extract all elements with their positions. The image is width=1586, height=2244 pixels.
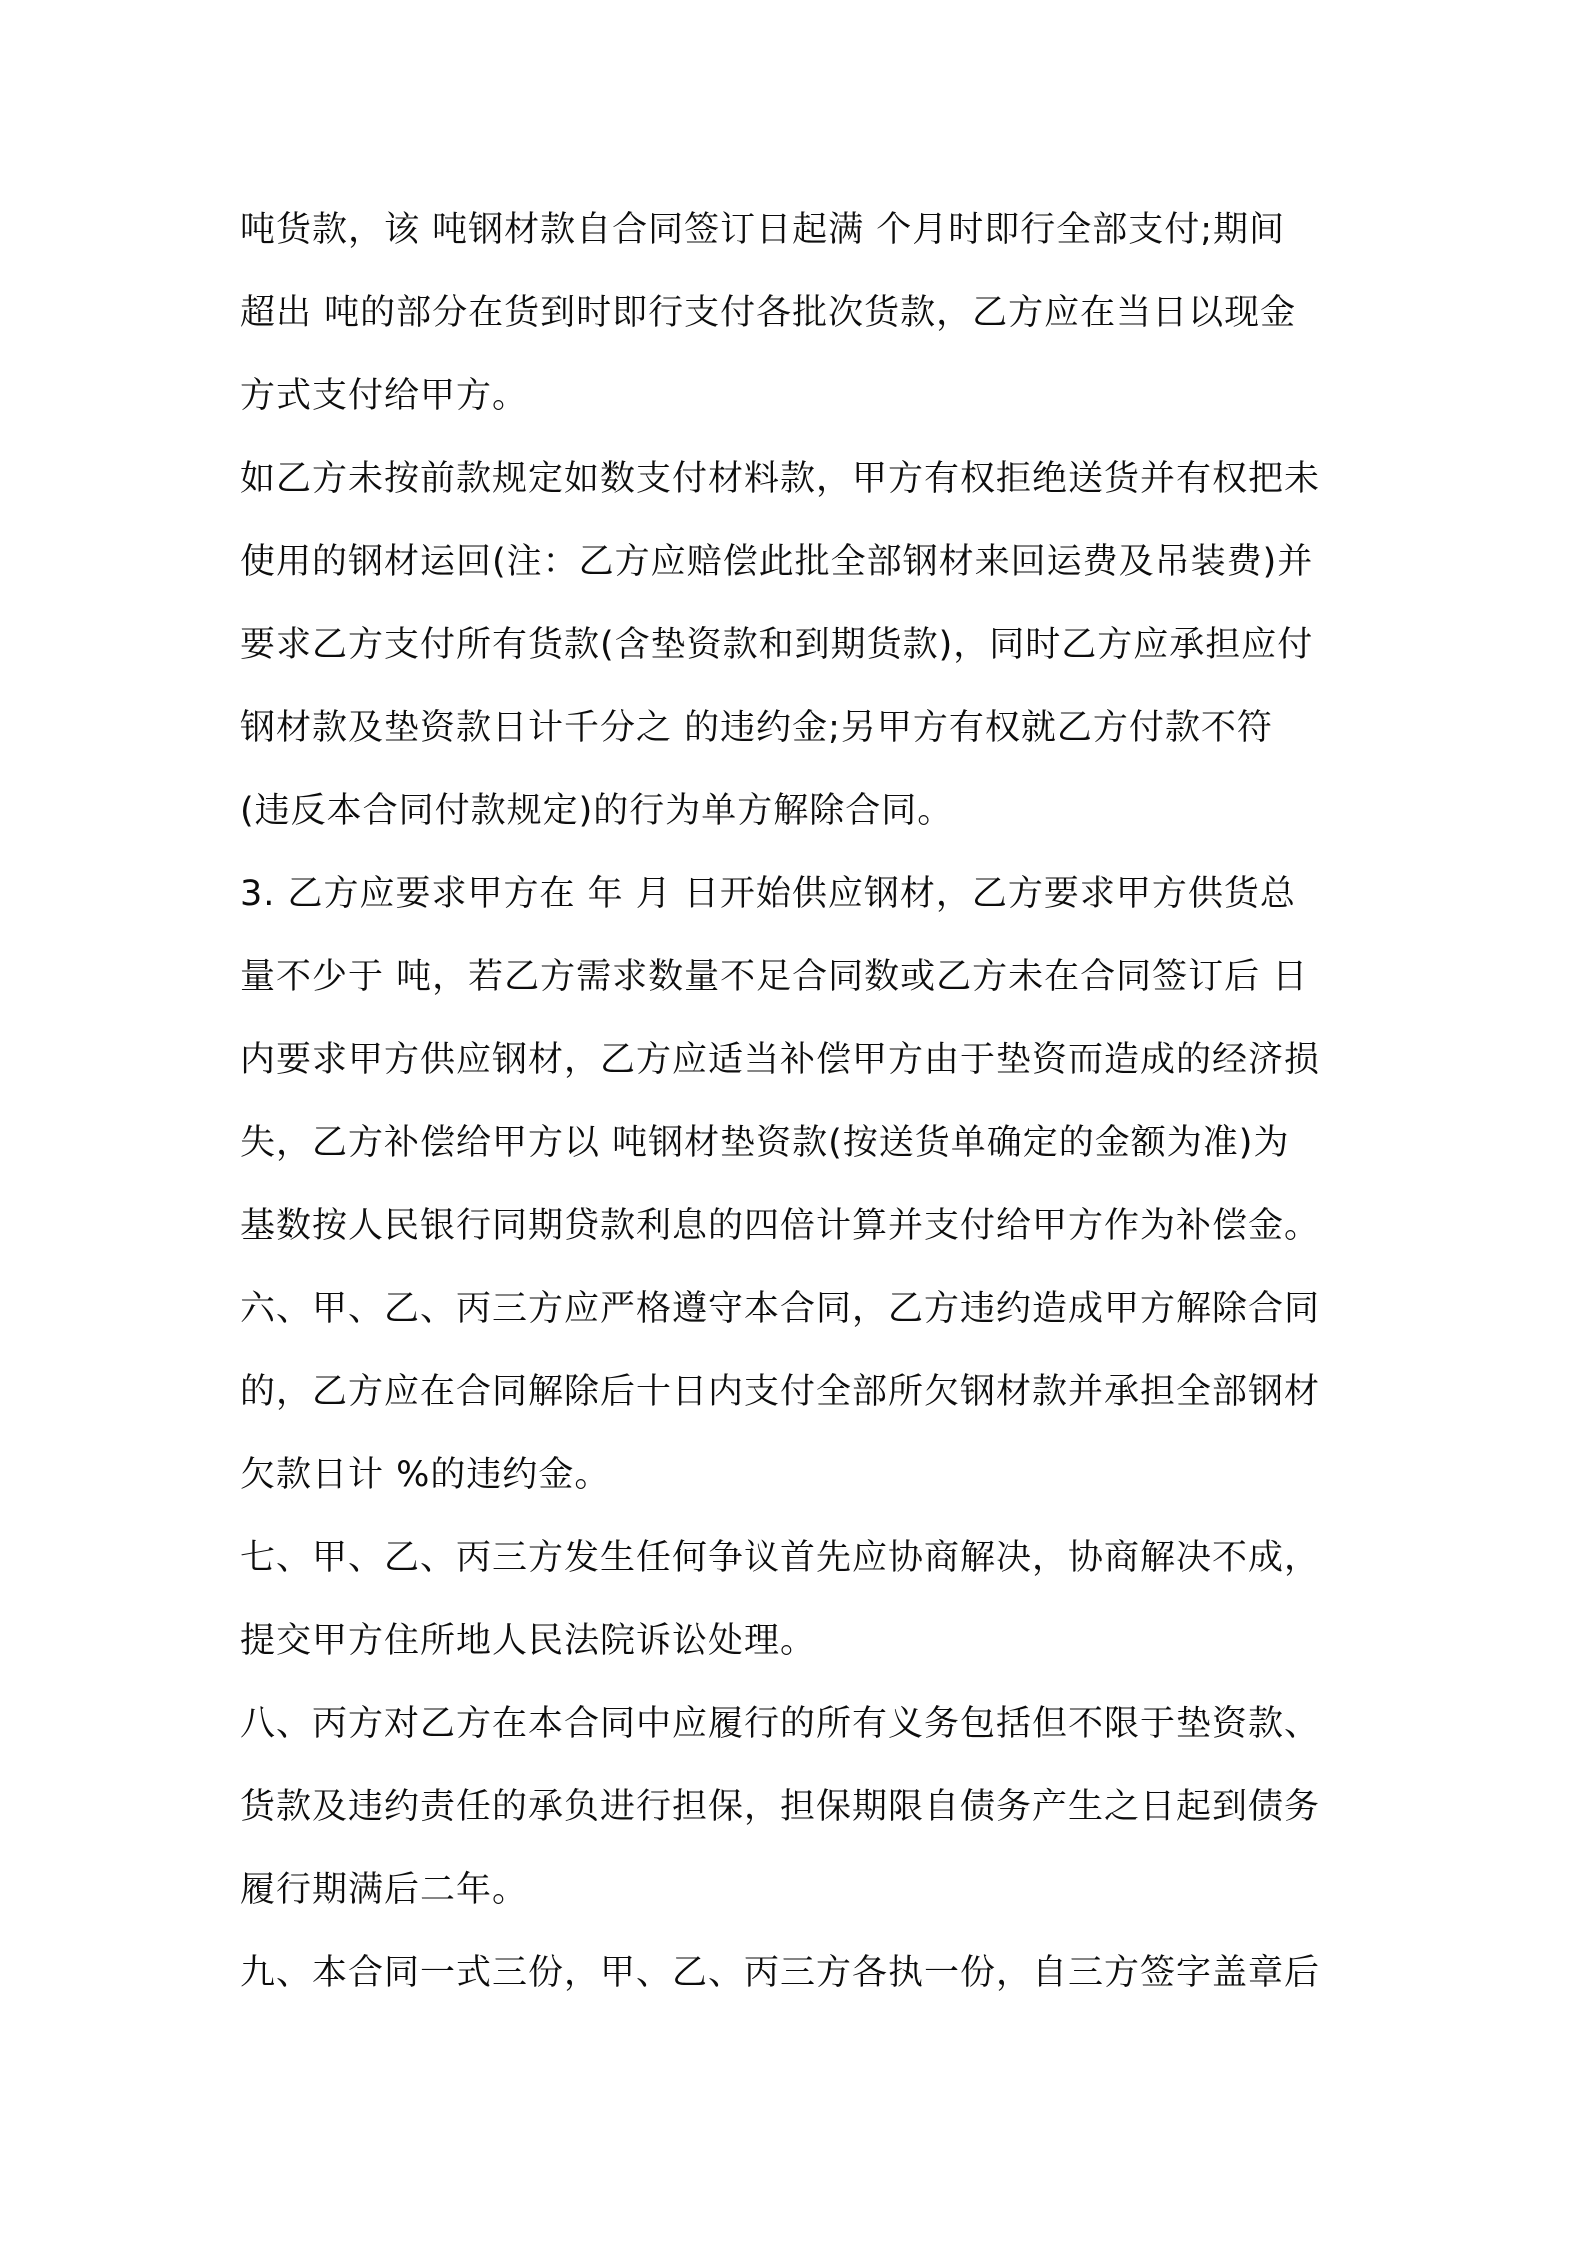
text-line: 量不少于 吨，若乙方需求数量不足合同数或乙方未在合同签订后 日 xyxy=(240,957,1309,997)
text-line: 方式支付给甲方。 xyxy=(240,376,529,416)
text-line: 3. 乙方应要求甲方在 年 月 日开始供应钢材，乙方要求甲方供货总 xyxy=(240,874,1296,914)
text-line: 履行期满后二年。 xyxy=(240,1870,529,1910)
text-line: 如乙方未按前款规定如数支付材料款，甲方有权拒绝送货并有权把未 xyxy=(240,459,1321,499)
text-line: 基数按人民银行同期贷款利息的四倍计算并支付给甲方作为补偿金。 xyxy=(240,1206,1321,1246)
text-line: 货款及违约责任的承负进行担保，担保期限自债务产生之日起到债务 xyxy=(240,1787,1321,1827)
text-line: 钢材款及垫资款日计千分之 的违约金;另甲方有权就乙方付款不符 xyxy=(240,708,1273,748)
text-line: 七、甲、乙、丙三方发生任何争议首先应协商解决，协商解决不成， xyxy=(240,1538,1321,1578)
text-line: 内要求甲方供应钢材，乙方应适当补偿甲方由于垫资而造成的经济损 xyxy=(240,1040,1321,1080)
text-line: 八、丙方对乙方在本合同中应履行的所有义务包括但不限于垫资款、 xyxy=(240,1704,1321,1744)
text-line: 六、甲、乙、丙三方应严格遵守本合同，乙方违约造成甲方解除合同 xyxy=(240,1289,1321,1329)
text-line: 失，乙方补偿给甲方以 吨钢材垫资款(按送货单确定的金额为准)为 xyxy=(240,1123,1290,1163)
text-line: 吨货款，该 吨钢材款自合同签订日起满 个月时即行全部支付;期间 xyxy=(240,210,1286,250)
text-line: (违反本合同付款规定)的行为单方解除合同。 xyxy=(240,791,954,831)
text-line: 欠款日计 %的违约金。 xyxy=(240,1455,611,1495)
text-line: 要求乙方支付所有货款(含垫资款和到期货款)，同时乙方应承担应付 xyxy=(240,625,1314,665)
text-line: 超出 吨的部分在货到时即行支付各批次货款，乙方应在当日以现金 xyxy=(240,293,1297,333)
text-line: 的，乙方应在合同解除后十日内支付全部所欠钢材款并承担全部钢材 xyxy=(240,1372,1321,1412)
text-line: 提交甲方住所地人民法院诉讼处理。 xyxy=(240,1621,817,1661)
text-line: 使用的钢材运回(注：乙方应赔偿此批全部钢材来回运费及吊装费)并 xyxy=(240,542,1314,582)
text-line: 九、本合同一式三份，甲、乙、丙三方各执一份，自三方签字盖章后 xyxy=(240,1953,1321,1993)
